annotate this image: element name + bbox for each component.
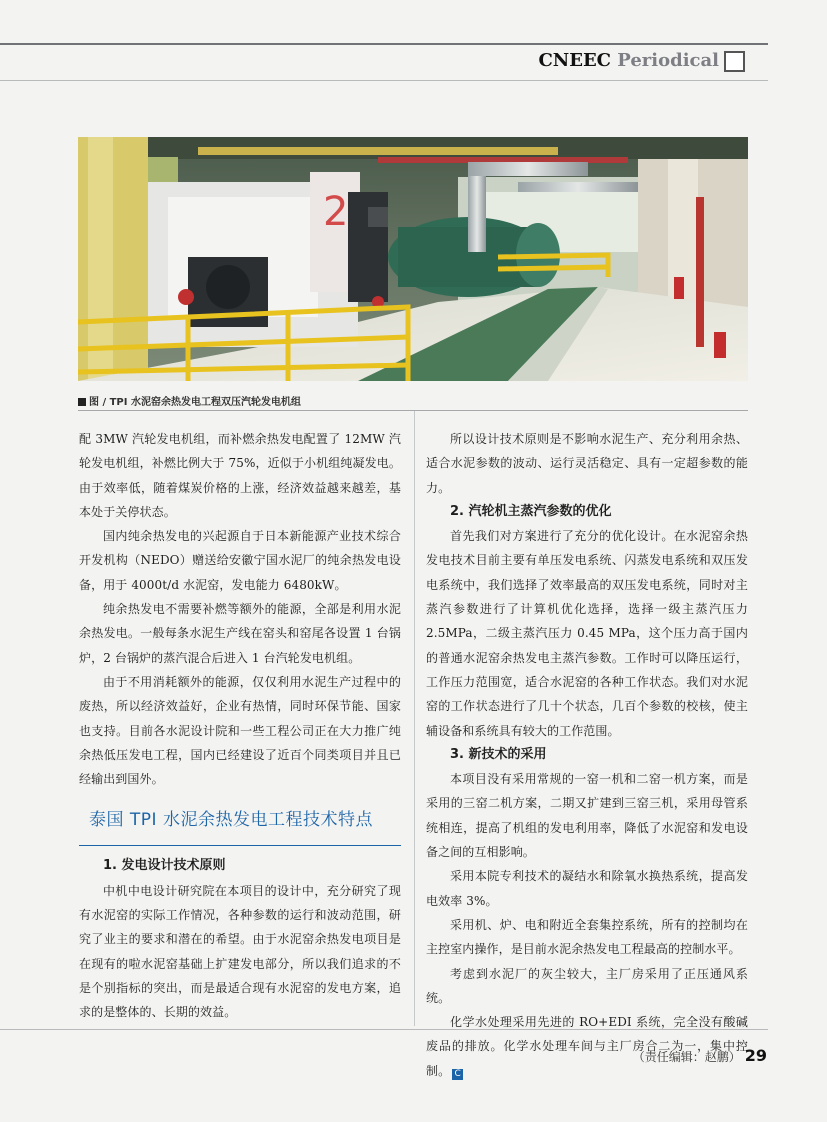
end-mark-icon: C xyxy=(452,1069,463,1080)
paragraph: 所以设计技术原则是不影响水泥生产、充分利用余热、适合水泥参数的波动、运行灵活稳定、具有一定超参数的能力。 xyxy=(426,432,748,495)
left-column xyxy=(79,427,401,1025)
paragraph: 纯余热发电不需要补燃等额外的能源，全部是利用水泥余热发电。一般每条水泥生产线在窑头和窑尾各设置 1 台锅炉，2 台锅炉的蒸汽混合后进入 1 台汽轮发电机组。 xyxy=(79,602,401,665)
header-rule-thin xyxy=(0,80,768,81)
paragraph: 本项目没有采用常规的一窑一机和二窑一机方案，而是采用的三窑二机方案，二期又扩建到三窑三机，采用母管系统相连，提高了机组的发电利用率，降低了水泥窑和发电设备之间的互相影响。 xyxy=(426,772,748,860)
caption-text: 图 / TPI 水泥窑余热发电工程双压汽轮发电机组 xyxy=(89,397,301,408)
masthead-periodical: Periodical xyxy=(617,50,719,71)
right-column xyxy=(426,427,748,1083)
masthead-box-icon xyxy=(724,51,745,72)
paragraph: 国内纯余热发电的兴起源自于日本新能源产业技术综合开发机构（NEDO）赠送给安徽宁国水泥厂的纯余热发电设备，用于 4000t/d 水泥窑，发电能力 6480kW。 xyxy=(79,529,401,592)
figure-caption xyxy=(78,393,478,408)
page-number: 29 xyxy=(744,1046,767,1065)
page-footer xyxy=(633,1046,767,1065)
unit-number: 2 xyxy=(323,189,349,235)
paragraph-text: 化学水处理采用先进的 RO+EDI 系统，完全没有酸碱废品的排放。化学水处理车间与主厂房合二为一，集中控制。 xyxy=(426,1015,748,1078)
paragraph: 采用机、炉、电和附近全套集控系统，所有的控制均在主控室内操作，是目前水泥余热发电工程最高的控制水平。 xyxy=(426,917,748,957)
subheading: 1. 发电设计技术原则 xyxy=(103,858,226,874)
paragraph: 采用本院专利技术的凝结水和除氧水换热系统，提高发电效率 3%。 xyxy=(426,869,748,908)
paragraph: 由于不用消耗额外的能源，仅仅利用水泥生产过程中的废热，所以经济效益好，企业有热情，同时环保节能、国家也支持。目前各水泥设计院和一些工程公司正在大力推广纯余热低压发电工程，国内已经建设了近百个同类项目并且已经输出到国外。 xyxy=(79,674,401,787)
paragraph: 考虑到水泥厂的灰尘较大，主厂房采用了正压通风系统。 xyxy=(426,966,748,1005)
subheading: 2. 汽轮机主蒸汽参数的优化 xyxy=(450,503,612,519)
caption-rule xyxy=(78,410,748,411)
turbine-hall-photo xyxy=(78,137,748,381)
caption-marker-icon xyxy=(78,398,86,406)
subheading: 3. 新技术的采用 xyxy=(450,746,547,762)
paragraph: 首先我们对方案进行了充分的优化设计。在水泥窑余热发电技术目前主要有单压发电系统、闪蒸发电系统和双压发电系统中，我们选择了效率最高的双压发电系统，同时对主蒸汽参数进行了计算机优化选择，选择一级主蒸汽压力 2.5MPa，二级主蒸汽压力 0.45 MPa，这个压力高于国内的普通水泥窑余热发电主蒸汽参数。工作时可以降压运行，工作压力范围宽，适合水泥窑的各种工作状态。我们对水泥窑的工作状态进行了几十个状态，几百个参数的校核，使主辅设备和系统具有较大的工作范围。 xyxy=(426,529,748,738)
section-title: 泰国 TPI 水泥余热发电工程技术特点 xyxy=(79,805,401,846)
paragraph: 中机中电设计研究院在本项目的设计中，充分研究了现有水泥窑的实际工作情况，各种参数的运行和波动范围，研究了业主的要求和潜在的希望。由于水泥窑余热发电项目是在现有的啦水泥窑基础上扩建发电部分，所以我们追求的不是个别指标的突出，而是最适合现有水泥窑的发电方案，追求的是整体的、长期的效益。 xyxy=(79,883,401,1020)
paragraph: 配 3MW 汽轮发电机组，而补燃余热发电配置了 12MW 汽轮发电机组，补燃比例大于 75%，近似于小机组纯凝发电。由于效率低，随着煤炭价格的上涨，经济效益越来越差，基本处于关停状态。 xyxy=(79,432,401,519)
header-rule xyxy=(0,43,768,45)
masthead xyxy=(538,50,719,76)
column-divider xyxy=(414,411,415,1026)
editor-credit: （责任编辑：赵鹏） xyxy=(632,1050,741,1064)
masthead-brand: CNEEC xyxy=(538,50,611,71)
footer-rule xyxy=(0,1029,768,1030)
